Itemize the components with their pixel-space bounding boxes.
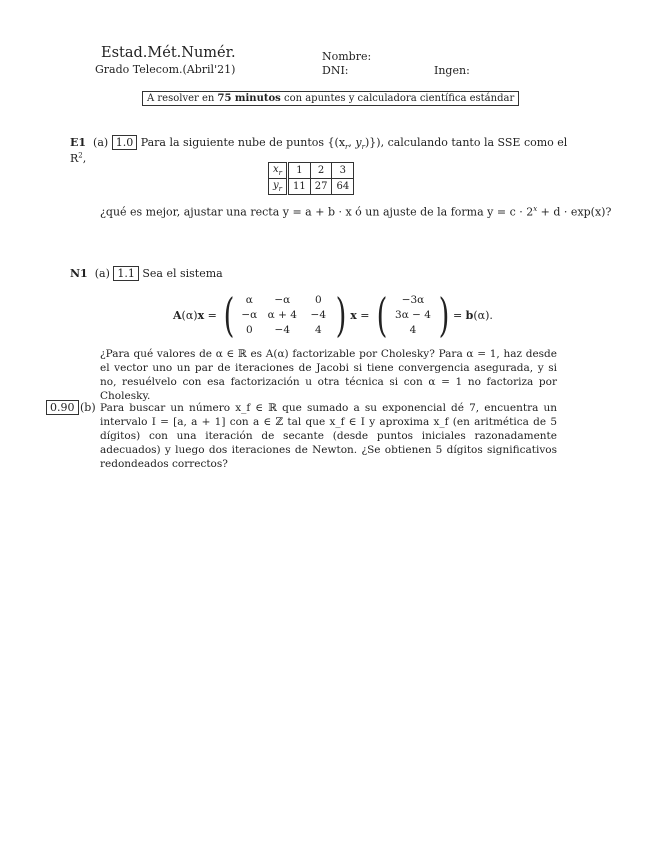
table-cell: 1 <box>288 163 311 179</box>
matrix-cell: −α <box>241 308 258 321</box>
n1-part-b-text: Para buscar un número x_f ∈ ℝ que sumado a su exponencial dé 7, encuentra un intervalo I = [a, a + 1] con a ∈ ℤ tal que x_f ∈ I y aproxima x_f (en aritmética de 5 dígitos) con una iteración de secante (desde puntos iniciales razonadamente adecuados) y luego dos iteraciones de Newton. ¿Se obtienen 5 dígitos significativos redondeados correctos? <box>100 402 557 470</box>
n1-statement <box>70 266 223 281</box>
n1-score-b: 0.90 <box>46 400 79 415</box>
matrix-cell: −4 <box>274 323 291 336</box>
n1-part-a-text: ¿Para qué valores de α ∈ ℝ es A(α) factorizable por Cholesky? Para α = 1, haz desde el vector uno un par de iteraciones de Jacobi si tiene convergencia asegurada, y si no, resuélvelo con esa factorización u otra técnica si con α = 1 no factoriza por Cholesky. <box>100 348 557 402</box>
rhs-vector <box>391 293 435 338</box>
e1-part: (a) <box>93 136 109 149</box>
matrix-cell: α <box>245 293 253 306</box>
matrix-cell: α + 4 <box>267 308 297 321</box>
instructions-box <box>142 91 519 106</box>
table-cell: 3 <box>332 163 354 179</box>
vector-cell: −3α <box>401 293 425 306</box>
e1-question: ¿qué es mejor, ajustar una recta y = a + b · x ó un ajuste de la forma $y = c \cdot 2^x + d \cdot \exp(x)$? <box>100 205 612 219</box>
matrix-cell: 0 <box>314 293 322 306</box>
instructions-post: con apuntes y calculadora científica estándar <box>283 93 515 104</box>
table-cell: 2 <box>310 163 332 179</box>
ingen-label: Ingen: <box>434 64 470 77</box>
e1-statement <box>70 135 570 165</box>
instructions-pre: A resolver en <box>147 93 215 104</box>
n1-part-a: (a) <box>94 267 110 280</box>
n1-part-b: (b) <box>80 401 96 414</box>
vector-cell: 3α − 4 <box>395 308 431 321</box>
table-row-label: $x_r$ <box>269 163 288 179</box>
name-label: Nombre: <box>322 50 372 63</box>
matrix-cell: −α <box>274 293 291 306</box>
matrix-cell: −4 <box>310 308 327 321</box>
dni-label: DNI: <box>322 64 349 77</box>
matrix-cell: 0 <box>245 323 253 336</box>
table-row-label: $y_r$ <box>269 179 288 195</box>
table-cell: 11 <box>288 179 311 195</box>
instructions-time: 75 minutos <box>217 93 281 104</box>
table-row <box>269 179 354 195</box>
matrix-cell: 4 <box>314 323 322 336</box>
table-row <box>269 163 354 179</box>
e1-text: Para la siguiente nube de puntos {($x_r$, $y_r$)}), calculando tanto la SSE como el $R^2$, <box>70 136 568 165</box>
e1-id: E1 <box>70 136 87 149</box>
degree-label: Grado Telecom.(Abril'21) <box>95 63 236 76</box>
vector-cell: 4 <box>409 323 417 336</box>
e1-score: 1.0 <box>112 135 138 150</box>
course-title: Estad.Mét.Numér. <box>101 45 236 61</box>
table-cell: 64 <box>332 179 354 195</box>
n1-score-b-wrap <box>46 400 79 415</box>
linear-system: A(α)x = ( α −α 0 −α α + 4 −4 0 −4 4 ) x = ( −3α 3α − 4 4 ) = b(α). <box>173 288 493 342</box>
n1-id: N1 <box>70 267 88 280</box>
system-matrix <box>238 293 332 338</box>
e1-data-table <box>268 162 354 195</box>
n1-intro: Sea el sistema <box>142 267 223 280</box>
n1-score-a: 1.1 <box>113 266 139 281</box>
table-cell: 27 <box>310 179 332 195</box>
